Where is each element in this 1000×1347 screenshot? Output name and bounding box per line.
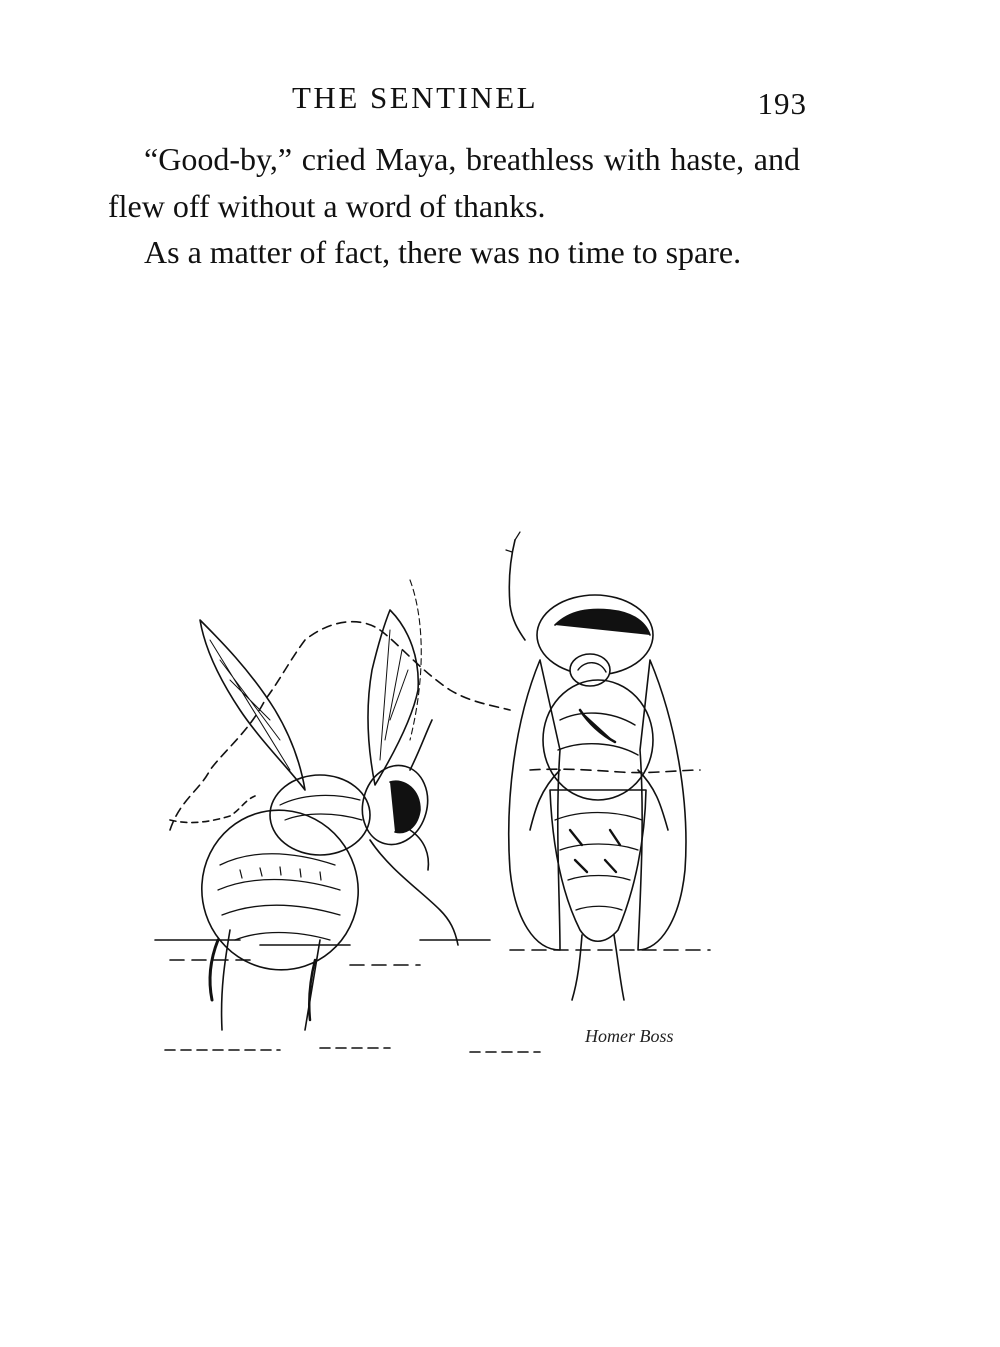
ground-line-2 [170,950,710,965]
illustration-drawing [90,520,790,1080]
sentinel-thorax [543,680,653,800]
bee-leg-2 [305,940,320,1030]
running-head [292,80,807,120]
bee-antenna [410,720,432,770]
sentinel-raised-leg [509,540,525,640]
paragraph-no-time: As a matter of fact, there was no time to spare. [144,234,742,270]
bee-thorax [270,775,370,855]
background-ridge [170,796,255,823]
artist-signature: Homer Boss [585,1026,674,1046]
sentinel-leg-right [614,935,624,1000]
paragraph-goodby: “Good-by,” cried Maya, breathless with haste, and flew off without a word of thanks. [108,141,800,224]
ground-line-1 [155,940,490,945]
bee-leg-3 [222,930,230,1030]
bee-wing-left [200,620,305,790]
background-hills [170,622,510,830]
background-line-right [530,769,700,772]
page-number: 193 [757,86,807,121]
bee-leg-1 [370,840,458,945]
running-title: THE SENTINEL [292,80,539,115]
sentinel-wing-left [509,660,560,950]
body-text [108,136,800,276]
ground-line-3 [165,1048,540,1052]
bee-and-sentinel-illustration [90,520,790,1080]
sentinel-leg-left [572,935,582,1000]
